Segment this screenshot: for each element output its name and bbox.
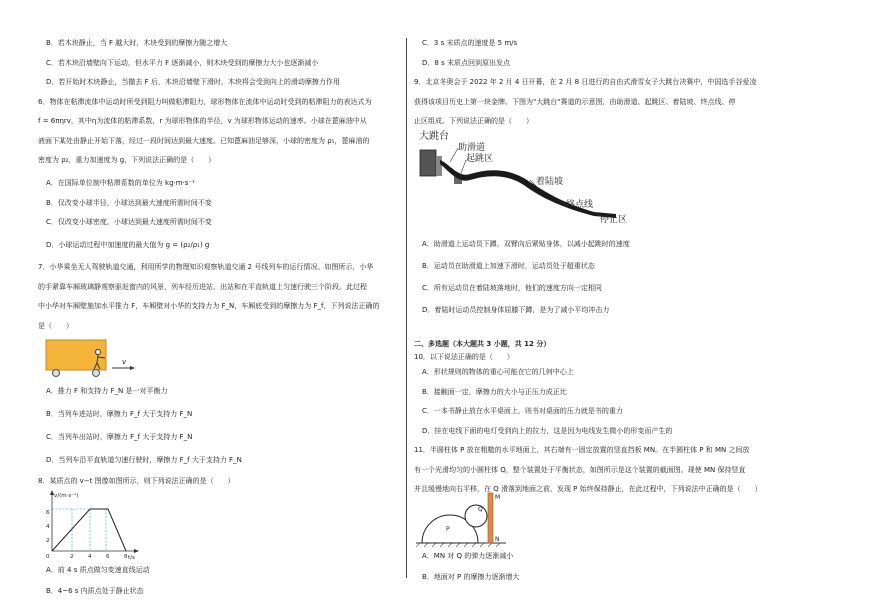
q6-option-d: D．小球运动过程中加速度的最大值为 g = (ρ₂/ρ₁) g bbox=[46, 241, 210, 249]
left-column bbox=[38, 38, 402, 597]
vt-graph bbox=[38, 489, 148, 561]
q8-option-c: C．3 s 末质点的速度是 5 m/s bbox=[422, 39, 518, 47]
q10-stem: 10．以下说法正确的是（ ） bbox=[414, 353, 514, 361]
vt-graph-line bbox=[52, 509, 126, 551]
q9-stem-line: 获得该项目历史上第一块金牌。下图为"大跳台"赛道的示意图，由助滑道、起跳区、着陆坡、终点线、停 bbox=[414, 97, 736, 106]
q6-option-b: B．仅改变小球半径，小球达到最大速度所需时间不变 bbox=[46, 198, 212, 207]
vt-graph-ytick: 6 bbox=[46, 510, 50, 516]
q7-stem-line: 7．小华乘坐无人驾驶轨道交通，利用所学的物理知识观察轨道交通 2 号线列车的运行情况。如图所示，小华 bbox=[38, 263, 374, 271]
q6-stem-line: 6．物体在粘滞流体中运动时所受到阻力叫做粘滞阻力，球形物体在流体中运动时受到的粘滞阻力的表达式为 bbox=[38, 97, 372, 106]
label-leader bbox=[450, 148, 458, 162]
big-air-title: 大跳台 bbox=[419, 131, 449, 142]
vt-graph-x-label: t/s bbox=[128, 555, 135, 561]
q7-option-d: D．当列车沿平直轨道匀速行驶时，摩擦力 F_f 大于支持力 F_N bbox=[46, 456, 242, 464]
q9-option-a: A．助滑道上运动员下蹲，双臂向后紧贴身体，以减小起跳时的速度 bbox=[422, 240, 630, 248]
q11-stem-line: 有一个光滑均匀的小圆柱体 Q，整个装置处于平衡状态，如图所示是这个装置的截面图。现使 MN 保持竖直 bbox=[414, 465, 746, 474]
vt-graph-xtick: 2 bbox=[70, 554, 74, 560]
q9-option-d: D．着陆时运动员控制身体屈膝下蹲，是为了减小平均冲击力 bbox=[422, 306, 610, 314]
half-cylinder-figure bbox=[416, 491, 516, 549]
q6-stem-line: 密度为 ρ₂，重力加速度为 g，下列说法正确的是（ ） bbox=[38, 156, 216, 164]
q7-option-a: A．推力 F 和支持力 F_N 是一对平衡力 bbox=[46, 387, 168, 395]
q11-stem-line: 并且缓慢地向右平移，在 Q 滑落到地面之前，发现 P 始终保持静止，在此过程中，下列说法中正确的是（ ） bbox=[414, 485, 762, 493]
track-label: 停止区 bbox=[600, 215, 628, 225]
q10-option-c: C．一本书静止放在水平桌面上，则书对桌面的压力就是书的重力 bbox=[422, 407, 623, 415]
track-label: 终点线 bbox=[566, 200, 594, 210]
q5-option-c: C．若木块沿墙壁向下运动，但水平力 F 逐渐减小，则木块受到的摩擦力大小也逐渐减小 bbox=[46, 58, 319, 67]
ground-hatch bbox=[416, 543, 500, 547]
vt-graph-xtick: 4 bbox=[88, 554, 92, 560]
q7-stem-line: 的手紧靠车厢玻璃静观察驱赶窗内的风景，列车经历进站、出站和在平直轨道上匀速行驶三个阶段。此过程 bbox=[38, 282, 367, 291]
label-p: P bbox=[446, 526, 450, 533]
vt-graph-xtick: 8 bbox=[124, 554, 128, 560]
q10-option-a: A．形状规则的物体的重心可能在它的几何中心上 bbox=[422, 368, 574, 376]
q11-option-a: A．MN 对 Q 的弹力逐渐减小 bbox=[422, 552, 514, 560]
vt-graph-ytick: 4 bbox=[46, 524, 50, 530]
q7-stem-line: 中小华对车厢壁施加水平推力 F，车厢壁对小华的支持力为 F_N，车厢底受到的摩擦力为 F_f，下列说法正确的 bbox=[38, 302, 380, 310]
track-label: 着陆坡 bbox=[536, 177, 564, 187]
q8-stem: 8．某质点的 v−t 图像如图所示，则下列说法正确的是（ ） bbox=[38, 477, 235, 485]
right-column bbox=[414, 38, 830, 583]
train-car-figure bbox=[44, 338, 144, 378]
q8-option-d: D．8 s 末质点回到原出发点 bbox=[422, 58, 510, 67]
column-divider bbox=[406, 38, 407, 578]
vt-graph-y-label: v/(m·s⁻¹) bbox=[54, 493, 79, 499]
q9-option-c: C．所有运动员在着陆坡落地时，他们的速度方向一定相同 bbox=[422, 284, 602, 292]
q11-option-b: B．地面对 P 的摩擦力逐渐增大 bbox=[422, 573, 520, 581]
wheel-left bbox=[53, 369, 60, 376]
q9-option-b: B．运动员在助滑道上加速下滑时，运动员处于超重状态 bbox=[422, 262, 595, 270]
q6-stem-line: f = 6πηrv，其中η为流体的粘滞系数，r 为球形物体的半径，v 为球形物体运动的速率。小球在蓖麻油中从 bbox=[38, 117, 367, 125]
q8-option-b: B．4~6 s 内质点处于静止状态 bbox=[46, 587, 144, 595]
q10-option-d: D．挂在电线下面的电灯受到向上的拉力，这是因为电线发生微小的形变而产生的 bbox=[422, 426, 673, 435]
label-n: N bbox=[495, 536, 500, 543]
q7-stem-line: 是（ ） bbox=[38, 321, 73, 330]
baffle-mn bbox=[488, 493, 493, 543]
vt-graph-origin: 0 bbox=[46, 554, 50, 560]
train-car-body bbox=[46, 340, 106, 370]
q5-option-b: B．若木块静止，当 F 越大时，木块受到的摩擦力随之增大 bbox=[46, 39, 228, 47]
section-multiple-choice-heading: 二、多选题（本大题共 3 小题，共 12 分） bbox=[414, 340, 551, 348]
small-cylinder-q bbox=[465, 505, 487, 527]
track-label: 起跳区 bbox=[466, 154, 494, 164]
q9-stem-line: 9．北京冬奥会于 2022 年 2 月 4 日开幕，在 2 月 8 日进行的自由式滑雪女子大跳台决赛中，中国选手谷爱凌 bbox=[414, 78, 757, 86]
q7-option-b: B．当列车进站时，摩擦力 F_f 大于支持力 F_N bbox=[46, 410, 193, 418]
q5-option-d: D．若开始时木块静止，当撤去 F 后，木块沿墙壁下滑时，木块将会受到向上的滑动摩擦力作用 bbox=[46, 78, 340, 86]
velocity-label: v bbox=[122, 357, 127, 366]
tower-side bbox=[436, 156, 442, 176]
q11-stem-line: 11．半圆柱体 P 放在粗糙的水平地面上，其右端有一固定放置的竖直挡板 MN。在半圆柱体 P 和 MN 之间放 bbox=[414, 446, 750, 454]
q6-option-a: A．在国际单位制中粘滞系数的单位为 kg·m·s⁻¹ bbox=[46, 179, 195, 187]
tower bbox=[420, 150, 436, 176]
q9-stem-line: 止区组成。下列说法正确的是（ ） bbox=[414, 117, 533, 125]
q8-option-a: A．前 4 s 质点做匀变速直线运动 bbox=[46, 566, 150, 574]
wheel-right bbox=[93, 369, 100, 376]
velocity-arrow-head bbox=[130, 366, 135, 370]
q6-option-c: C．仅改变小球密度，小球达到最大速度所需时间不变 bbox=[46, 218, 212, 226]
q10-option-b: B．接触面一定，摩擦力的大小与正压力成正比 bbox=[422, 387, 567, 396]
label-q: Q bbox=[478, 506, 483, 513]
vt-graph-ytick: 2 bbox=[46, 538, 50, 544]
q6-stem-line: 液面下某处由静止开始下落，经过一段时间达到最大速度。已知蓖麻油足够深，小球的密度为 ρ₁，蓖麻油的 bbox=[38, 136, 370, 145]
vt-graph-xtick: 6 bbox=[106, 554, 110, 560]
big-air-track-figure bbox=[418, 130, 648, 235]
label-m: M bbox=[495, 494, 501, 501]
q7-option-c: C．当列车出站时，摩擦力 F_f 大于支持力 F_N bbox=[46, 433, 193, 441]
track-label: 助滑道 bbox=[458, 143, 486, 153]
vt-graph-x-arrow bbox=[134, 549, 139, 553]
